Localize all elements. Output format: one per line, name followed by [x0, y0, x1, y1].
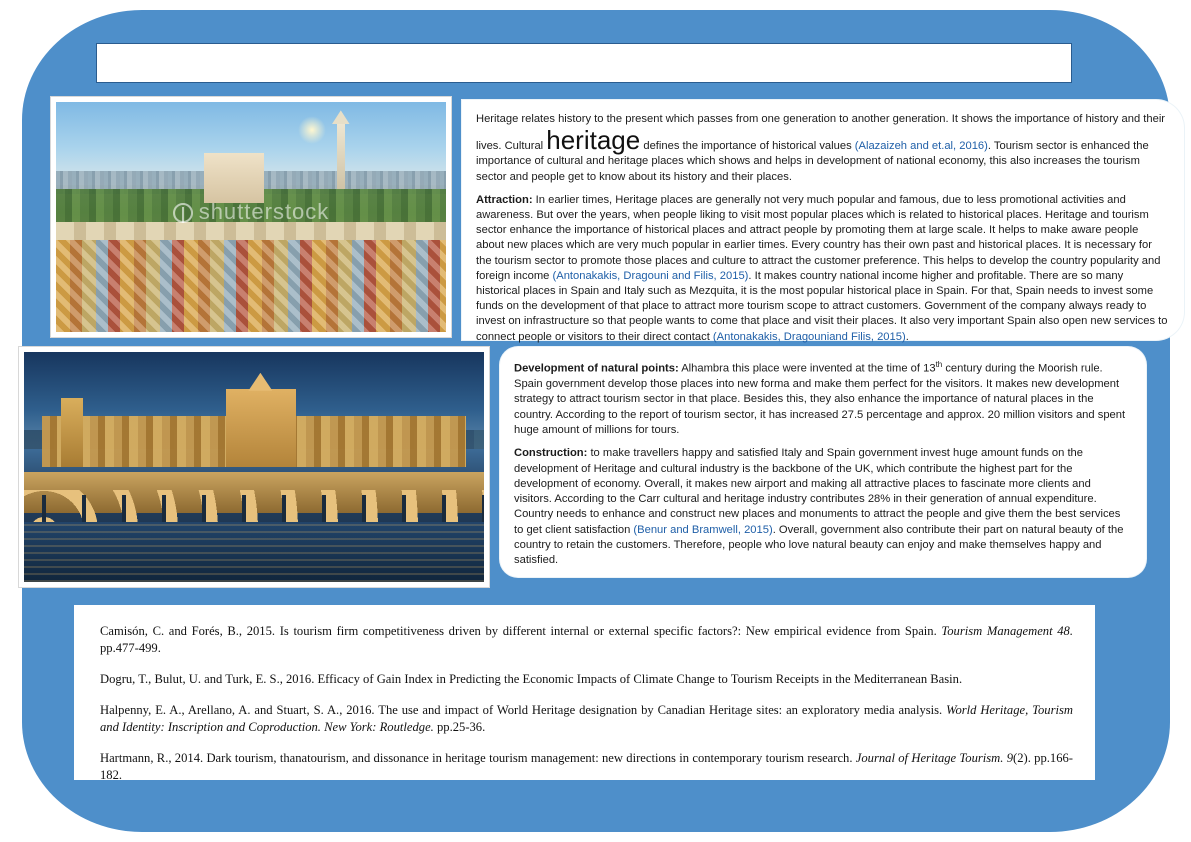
hero-word-heritage: heritage — [546, 125, 641, 156]
pavilion-building — [204, 153, 264, 204]
cordoba-image-canvas — [24, 352, 484, 582]
mezquita-cathedral — [226, 389, 296, 467]
reference-text: Dogru, T., Bulut, U. and Turk, E. S., 2016. Efficacy of Gain Index in Predicting the Economic Impacts of Climate Change to Tourism Receipts in the Mediterranean Basin. — [100, 672, 963, 686]
reference-source-italic: World Heritage, Tourism and Identity: Inscription and Coproduction. New York: Routledge. — [100, 703, 1073, 734]
citation-antonakakis-1: (Antonakakis, Dragouni and Filis, 2015) — [552, 269, 749, 282]
heritage-intro-text — [476, 112, 1168, 345]
watermark-label: shutterstock — [198, 198, 330, 224]
gaudi-spire — [337, 120, 345, 189]
sun-glow — [298, 116, 326, 144]
development-text — [514, 357, 1130, 577]
attraction-body-c: . — [905, 330, 909, 343]
intro-continued-b: . Tourism sector is enhanced the importance of cultural and heritage places which shows and helps in development of national economy, this also increases the tourism sector and people get to know about its history and their places. — [476, 140, 1149, 183]
reference-text: Hartmann, R., 2014. Dark tourism, thanatourism, and dissonance in heritage tourism management: new directions in contemporary tourism research. — [100, 751, 856, 765]
natural-points-heading: Development of natural points: — [514, 362, 679, 375]
construction-paragraph — [514, 446, 1130, 568]
construction-body-b: . Overall, government also contribute their part on natural beauty of the country to retain the customers. Therefore, people who love natural beauty can enjoy and make themselves happy and satisfied. — [514, 523, 1124, 567]
watermark-text — [56, 199, 446, 225]
attraction-body-b: . It makes country national income higher and profitable. There are so many historical places in Spain and Italy such as Mezquita, it is the most popular historical place in Spain. For that, Spain needs to invest some funds on the development of that place to attract more tourism scope to attract customers. Government of the company always ready to invest on infrastructure so that people wants to come that place and visit their places. It also very important Spain also open new services to connect people or visitors to their direct contact — [476, 269, 1168, 343]
reference-source-italic: Tourism Management 48. — [941, 624, 1073, 638]
document-title-box[interactable] — [96, 43, 1072, 83]
citation-benur-bramwell: (Benur and Bramwell, 2015) — [633, 523, 773, 536]
attraction-body-a: In earlier times, Heritage places are generally not very much popular and famous, due to less promotional activities and awareness. But over the years, when people liking to visit most popular places which is related to historical places. Heritage and tourism sector enhance the importance of historical places and attract people by promoting them at large scale. It helps to make aware people about new places which are very much popular in earlier times. Every country has their own past and historical places. It is necessary for the tourism sector to promote those places and culture to attract the customer preference. This helps to develop the country popularity and foreign income — [476, 193, 1161, 282]
natural-points-paragraph — [514, 357, 1130, 438]
citation-antonakakis-2: (Antonakakis, Dragouniand Filis, 2015) — [712, 330, 906, 343]
reference-text: pp.477-499. — [100, 641, 161, 655]
intro-continued-a: defines the importance of historical values — [640, 140, 855, 153]
intro-sentence: Heritage relates history to the present which passes from one generation to another generation. It shows the importance of history and their lives. Cultural — [476, 113, 1166, 153]
natural-points-body-b: century during the Moorish rule. Spain government develop those places into new forma and make them perfect for the visitors. It makes new development strategy to attract tourism sector in that place. Besides this, they also enhance the importance of natural places in the country. According to the report of tourism sector, it has increased 27.5 percentage and approx. 20 million visitors and spent huge amount of millions for tours. — [514, 362, 1126, 436]
reference-item — [100, 671, 1073, 688]
construction-body-a: to make travellers happy and satisfied Italy and Spain government invest huge amount funds on the development of Heritage and cultural industry is the backbone of the UK, which contribute the highest part for the development of economy. Overall, it makes new airport and making all attractive places to fascinate more clients and visitors. According to the Carr cultural and heritage industry contributes 28% in their generation of annual expenditure. Country needs to enhance and construct new places and monuments to attract the people and give them the best services to get client satisfaction — [514, 447, 1121, 536]
construction-heading: Construction: — [514, 447, 588, 460]
reference-text: (2). pp.166-182. — [100, 751, 1073, 782]
reference-item — [100, 702, 1073, 736]
references-panel — [74, 605, 1095, 780]
reference-item — [100, 750, 1073, 784]
calahorra-tower — [61, 398, 83, 467]
reference-item — [100, 623, 1073, 657]
attraction-paragraph — [476, 193, 1168, 345]
park-guell-barcelona-photo — [51, 97, 451, 337]
citation-alazaizeh: (Alazaizeh and et.al, 2016) — [854, 140, 988, 153]
cordoba-roman-bridge-photo — [19, 347, 489, 587]
reference-text: Halpenny, E. A., Arellano, A. and Stuart, S. A., 2016. The use and impact of World Heritage designation by Canadian Heritage sites: an exploratory media analysis. — [100, 703, 947, 717]
mosaic-tiles-layer — [56, 240, 446, 332]
park-guell-image-canvas — [56, 102, 446, 332]
attraction-heading: Attraction: — [476, 193, 533, 206]
reference-text: Camisón, C. and Forés, B., 2015. Is tourism firm competitiveness driven by different internal or external specific factors?: New empirical evidence from Spain. — [100, 624, 942, 638]
page-title — [97, 44, 1071, 64]
watermark-icon — [173, 203, 193, 223]
ordinal-superscript: th — [935, 360, 943, 369]
heritage-intro-panel — [462, 100, 1184, 343]
reference-source-italic: Journal of Heritage Tourism. 9 — [855, 751, 1014, 765]
natural-points-body-a: Alhambra this place were invented at the time of 13 — [678, 362, 936, 375]
reference-text: pp.25-36. — [433, 720, 486, 734]
water-reflections — [24, 522, 484, 582]
development-panel — [500, 347, 1146, 577]
